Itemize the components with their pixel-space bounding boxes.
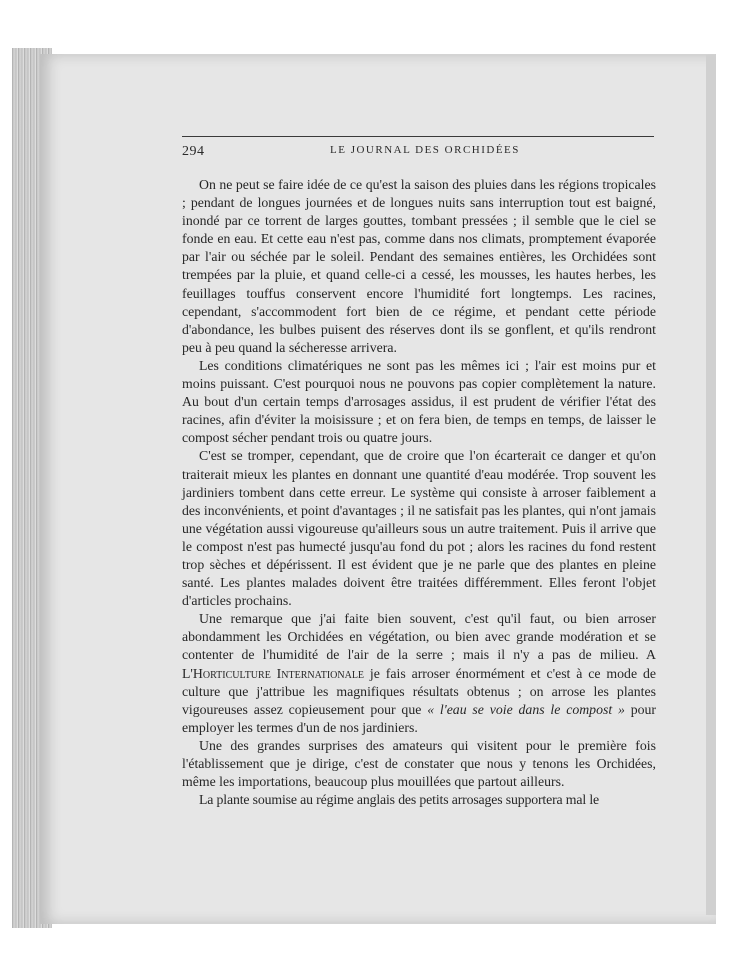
page-number: 294 — [182, 144, 205, 159]
paragraph-text: je fais arroser énormément et c'est à ce mode de culture que j'attribue les magnifiques résultats obtenus ; on arrose les plantes vigoureuses assez copieusement pour que — [182, 665, 656, 717]
page-right-margin — [706, 55, 716, 915]
paragraph: Les conditions climatériques ne sont pas les mêmes ici ; l'air est moins pur et moins puissant. C'est pourquoi nous ne pouvons pas copier complètement la nature. Au bout d'un certain temps d'arrosages assidus, il est prudent de vérifier l'état des racines, afin d'éviter la moisissure ; et on fera bien, de temps en temps, de laisser le compost sécher pendant trois ou quatre jours. — [182, 357, 656, 446]
paragraph — [182, 610, 656, 737]
paragraph: Une des grandes surprises des amateurs qui visitent pour le première fois l'établissement que je dirige, c'est de constater que nous y tenons les Orchidées, même les importations, beaucoup plus mouillées que partout ailleurs. — [182, 737, 656, 790]
paragraph-text: Une remarque que j'ai faite bien souvent, c'est qu'il faut, ou bien arroser abondamment les Orchidées en végétation, ou bien avec grande modération et se contenter de l'humidité de l'air de la serre ; mais il n'y a pas de milieu. A — [182, 611, 656, 663]
paragraph: La plante soumise au régime anglais des petits arrosages supportera mal le — [199, 792, 599, 808]
running-title: LE JOURNAL DES ORCHIDÉES — [330, 144, 520, 156]
institution-name: L'Horticulture Internationale — [182, 665, 365, 681]
paragraph-text: pour employer les termes d'un de nos jardiniers. — [182, 701, 657, 735]
header-rule — [182, 136, 654, 137]
running-header — [182, 140, 654, 160]
quoted-phrase: « l'eau se voie dans le compost » — [427, 701, 625, 717]
paragraph: On ne peut se faire idée de ce qu'est la saison des pluies dans les régions tropicales ; pendant de longues journées et de longues nuits sans interruption tout est baigné, inondé par ce torrent de larges gouttes, tombant pressées ; il semble que le ciel se fonde en eau. Et cette eau n'est pas, comme dans nos climats, promptement évaporée par l'air ou séchée par le soleil. Pendant des semaines entières, les Orchidées sont trempées par la pluie, et quand celle-ci a cessé, les mousses, les hautes herbes, les feuillages touffus conservent encore l'humidité fort longtemps. Les racines, cependant, s'accommodent fort bien de ce régime, et pendant cette période d'abondance, les bulbes puisent des réserves dont ils se gonflent, et qu'ils rendront peu à peu quand la sécheresse arrivera. — [182, 177, 656, 355]
body-text — [182, 176, 656, 809]
paragraph: C'est se tromper, cependant, que de croire que l'on écarterait ce danger et qu'on traiterait mieux les plantes en donnant une quantité d'eau modérée. Trop souvent les jardiniers tombent dans cette erreur. Le système qui consiste à arroser faiblement a des inconvénients, et point d'avantages ; il ne satisfait pas les plantes, qui n'ont jamais une végétation aussi vigoureuse qu'ailleurs sous un autre traitement. Puis il arrive que le compost n'est pas humecté jusqu'au fond du pot ; alors les racines du fond restent trop sèches et dépérissent. Il est évident que je ne parle que des plantes en pleine santé. Les plantes malades doivent être traitées différemment. Elles feront l'objet d'articles prochains. — [182, 448, 656, 609]
